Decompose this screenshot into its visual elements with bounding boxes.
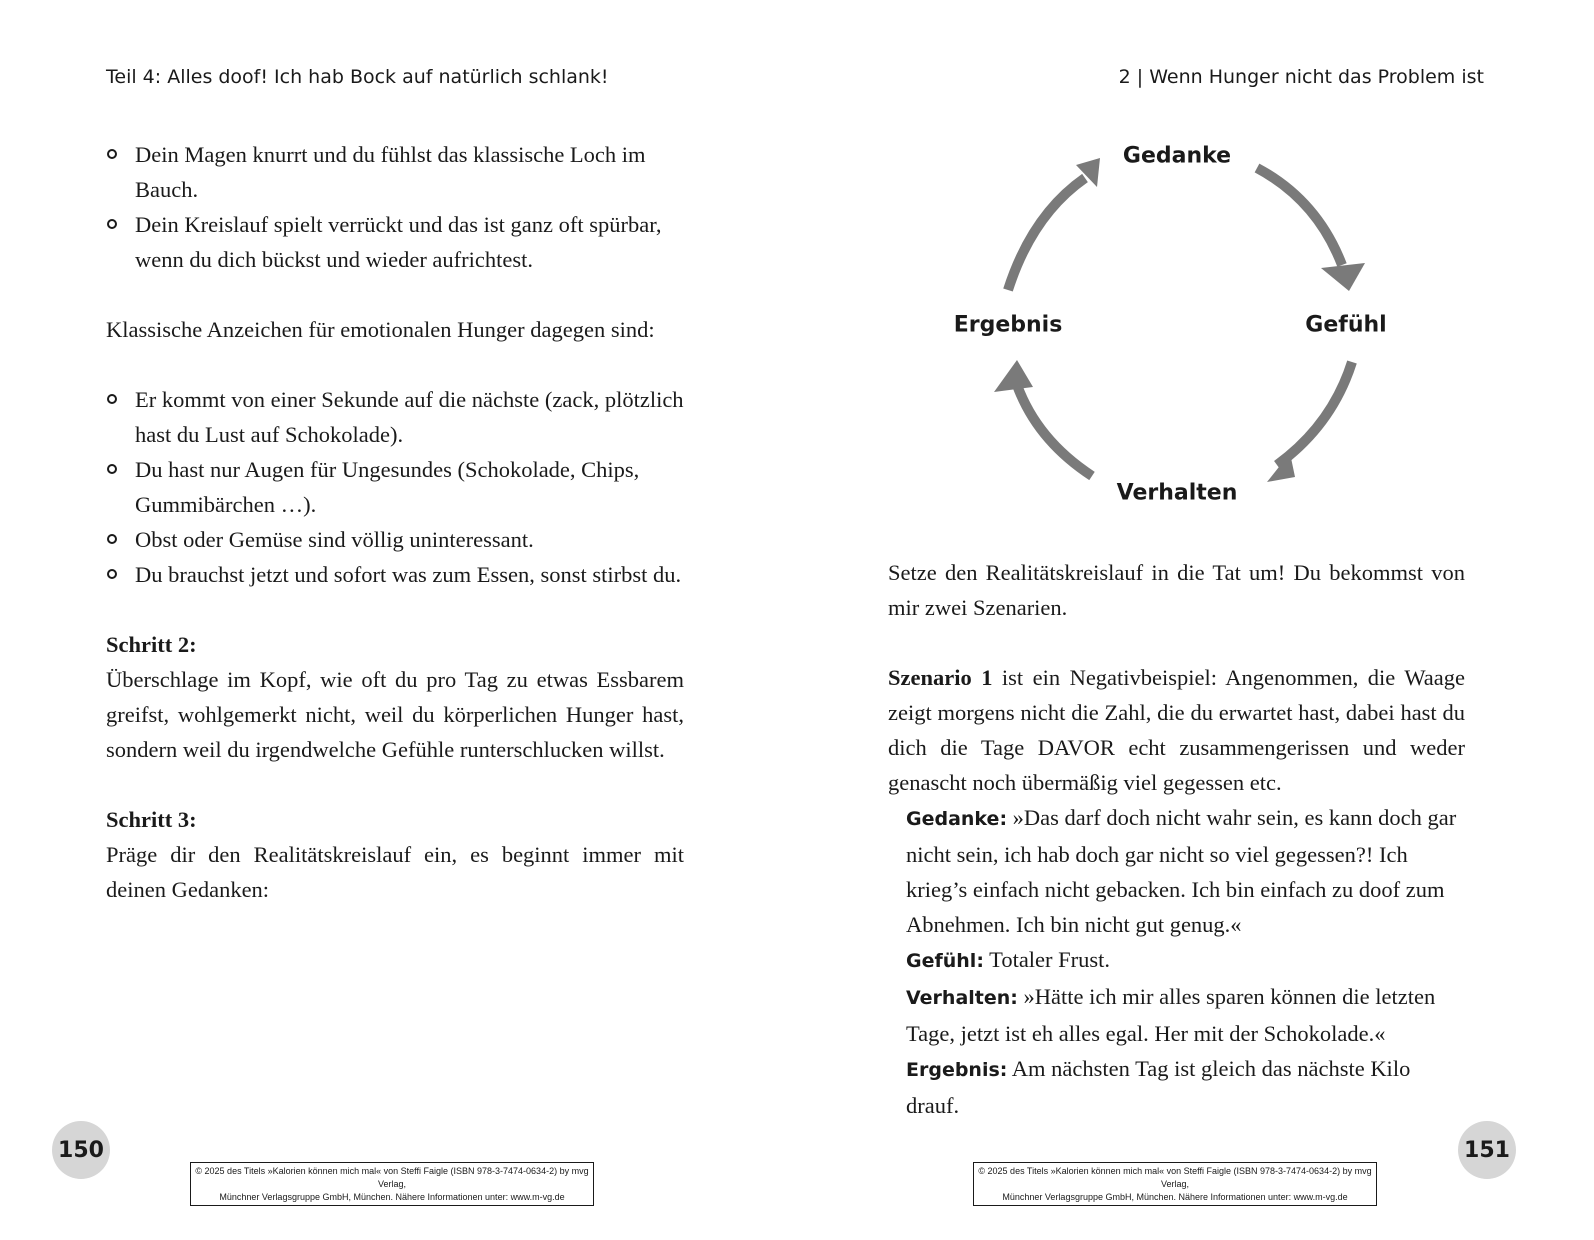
scenario1-cycle-breakdown [888, 800, 1465, 1123]
left-text-column [106, 137, 684, 907]
arrow-gefuehl-to-verhalten [1277, 362, 1352, 465]
scenario1-ergebnis: Ergebnis: Am nächsten Tag ist gleich das nächste Kilo drauf. [906, 1056, 1411, 1118]
list-item: Dein Kreislauf spielt verrückt und das ist ganz oft spürbar, wenn du dich bückst und wieder aufrichtest. [106, 207, 684, 277]
bullet-icon [107, 394, 117, 404]
scenario1-gefuehl: Gefühl: Totaler Frust. [906, 947, 1111, 972]
bullet-icon [107, 149, 117, 159]
cycle-label-verhalten: Verhalten [1116, 480, 1238, 506]
list-item: Du hast nur Augen für Ungesundes (Schokolade, Chips, Gummibärchen …). [106, 452, 684, 522]
cycle-label-gefuehl: Gefühl [1305, 312, 1387, 338]
arrow-ergebnis-to-gedanke [1008, 178, 1085, 290]
emotional-hunger-list [106, 382, 684, 592]
arrow-gedanke-to-gefuehl [1257, 168, 1342, 265]
list-item: Obst oder Gemüse sind völlig uninteressant. [106, 522, 684, 557]
arrow-verhalten-to-ergebnis [1017, 385, 1092, 476]
page-number-left: 150 [52, 1121, 110, 1179]
scenario-intro: Setze den Realitätskreislauf in die Tat um! Du bekommst von mir zwei Szenarien. [888, 560, 1465, 620]
cycle-label-ergebnis: Ergebnis [953, 312, 1063, 338]
bullet-icon [107, 569, 117, 579]
copyright-box-right: © 2025 des Titels »Kalorien können mich mal« von Steffi Faigle (ISBN 978-3-7474-0634-2) by mvg Verlag, Münchner Verlagsgruppe GmbH, München. Nähere Informationen unter: www.m-vg.de [973, 1162, 1377, 1206]
arrowhead-icon [1321, 263, 1365, 291]
bullet-icon [107, 464, 117, 474]
reality-cycle-diagram [947, 120, 1407, 530]
list-item: Du brauchst jetzt und sofort was zum Essen, sonst stirbst du. [106, 557, 684, 592]
page-number-right: 151 [1458, 1121, 1516, 1179]
physical-hunger-list [106, 137, 684, 277]
list-item: Er kommt von einer Sekunde auf die nächste (zack, plötzlich hast du Lust auf Schokolade). [106, 382, 684, 452]
copyright-box-left: © 2025 des Titels »Kalorien können mich mal« von Steffi Faigle (ISBN 978-3-7474-0634-2) by mvg Verlag, Münchner Verlagsgruppe GmbH, München. Nähere Informationen unter: www.m-vg.de [190, 1162, 594, 1206]
running-head-left: Teil 4: Alles doof! Ich hab Bock auf natürlich schlank! [106, 66, 609, 88]
emotional-hunger-intro: Klassische Anzeichen für emotionalen Hunger dagegen sind: [106, 317, 655, 342]
step3-text: Präge dir den Realitätskreislauf ein, es beginnt immer mit deinen Gedanken: [106, 842, 684, 902]
cycle-label-gedanke: Gedanke [1122, 143, 1232, 169]
step3-heading: Schritt 3: [106, 807, 197, 832]
scenario1-verhalten: Verhalten: »Hätte ich mir alles sparen können die letzten Tage, jetzt ist eh alles egal. Her mit der Schokolade.« [906, 984, 1436, 1046]
scenario1-title: Szenario 1 [888, 665, 993, 690]
running-head-right: 2 | Wenn Hunger nicht das Problem ist [1118, 66, 1484, 88]
scenario1-paragraph: Szenario 1 ist ein Negativbeispiel: Angenommen, die Waage zeigt morgens nicht die Zahl, die du erwartet hast, dabei hast du dich die Tage DAVOR echt zusammengerissen und weder genascht noch übermäßig viel gegessen etc. [888, 665, 1465, 795]
list-item: Dein Magen knurrt und du fühlst das klassische Loch im Bauch. [106, 137, 684, 207]
right-page [797, 0, 1594, 1240]
bullet-icon [107, 534, 117, 544]
bullet-icon [107, 219, 117, 229]
step2-heading: Schritt 2: [106, 632, 197, 657]
step2-text: Überschlage im Kopf, wie oft du pro Tag zu etwas Essbarem greifst, wohlgemerkt nicht, weil du körperlichen Hunger hast, sondern weil du irgendwelche Gefühle runterschlucken willst. [106, 667, 684, 762]
arrowhead-icon [994, 360, 1033, 392]
scenario1-gedanke: Gedanke: »Das darf doch nicht wahr sein, es kann doch gar nicht sein, ich hab doch gar nicht so viel gegessen?! Ich krieg’s einfach nicht gebacken. Ich bin einfach zu doof zum Abnehmen. Ich bin nicht gut genug.« [906, 805, 1457, 937]
right-text-column [888, 555, 1465, 1123]
